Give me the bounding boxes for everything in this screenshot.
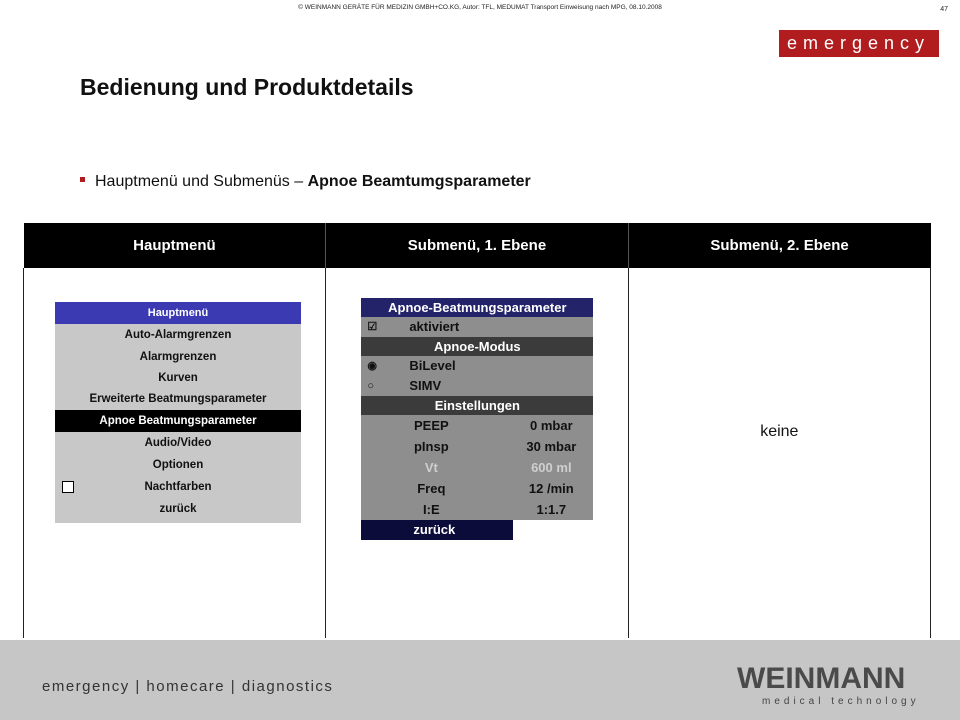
apnoe-submenu-screen <box>361 298 593 540</box>
menu-table <box>23 223 931 638</box>
submenu1-cell <box>326 268 628 638</box>
bullet-point <box>80 173 531 191</box>
param-row-freq[interactable] <box>361 478 593 499</box>
param-value: 30 mbar <box>526 439 577 454</box>
column-header-sub1: Submenü, 1. Ebene <box>326 223 628 268</box>
param-name: Freq <box>417 481 446 496</box>
aktiviert-label: aktiviert <box>409 319 460 334</box>
submenu2-none-text: keine <box>760 423 799 440</box>
menu-item-auto-alarmgrenzen[interactable]: Auto-Alarmgrenzen <box>124 329 232 341</box>
param-row-vt[interactable] <box>361 457 593 478</box>
page-title: Bedienung und Produktdetails <box>80 74 414 100</box>
column-header-sub2: Submenü, 2. Ebene <box>628 223 930 268</box>
nachtfarben-label: Nachtfarben <box>144 481 212 493</box>
emergency-brand-bar: emergency <box>779 30 939 57</box>
param-row-peep[interactable] <box>361 415 593 436</box>
menu-item-zurueck[interactable]: zurück <box>159 503 197 515</box>
param-name: pInsp <box>413 439 449 454</box>
footer-band <box>0 640 960 720</box>
main-menu-screen <box>55 302 301 523</box>
menu-item-audio-video[interactable]: Audio/Video <box>144 437 212 449</box>
footer-tagline: emergency | homecare | diagnostics <box>42 678 334 695</box>
main-menu-cell <box>24 268 326 638</box>
apnoe-header: Apnoe-Beatmungsparameter <box>361 298 593 317</box>
param-row-ie[interactable] <box>361 499 593 520</box>
aktiviert-row[interactable] <box>361 317 593 337</box>
bullet-prefix: Hauptmenü und Submenüs – <box>95 173 308 190</box>
main-menu-header: Hauptmenü <box>55 302 301 324</box>
param-name: PEEP <box>413 418 449 433</box>
param-value: 12 /min <box>528 481 574 496</box>
weinmann-logo-subtitle: medical technology <box>762 696 920 707</box>
menu-item-apnoe-beatmungsparameter[interactable]: Apnoe Beatmungsparameter <box>55 410 301 432</box>
menu-item-nachtfarben[interactable] <box>55 476 301 498</box>
einstellungen-header: Einstellungen <box>361 396 593 415</box>
param-name: Vt <box>424 460 438 475</box>
radio-unselected-icon[interactable]: ○ <box>367 380 374 392</box>
mode-simv-label: SIMV <box>409 378 442 393</box>
param-value: 0 mbar <box>530 418 573 433</box>
radio-selected-icon[interactable]: ◉ <box>367 360 377 372</box>
weinmann-logo: WEINMANN <box>737 662 906 695</box>
checkbox-checked-icon[interactable]: ☑ <box>367 321 378 333</box>
param-value: 1:1.7 <box>536 502 567 517</box>
nachtfarben-checkbox[interactable] <box>62 481 74 493</box>
submenu2-cell <box>628 268 930 638</box>
copyright-notice: © WEINMANN GERÄTE FÜR MEDIZIN GMBH+CO.KG, Autor: TFL, MEDUMAT Transport Einweisung nach MPG, 08.10.2008 <box>298 4 662 11</box>
menu-item-erweiterte-beatmungsparameter[interactable]: Erweiterte Beatmungsparameter <box>89 393 267 405</box>
column-header-main: Hauptmenü <box>24 223 326 268</box>
menu-item-kurven[interactable]: Kurven <box>158 372 198 384</box>
param-row-pinsp[interactable] <box>361 436 593 457</box>
mode-option-simv[interactable] <box>361 376 593 396</box>
bullet-square-icon <box>80 177 85 182</box>
apnoe-footer <box>361 520 593 540</box>
menu-item-optionen[interactable]: Optionen <box>152 459 204 471</box>
zurueck-button[interactable]: zurück <box>361 520 513 540</box>
menu-item-alarmgrenzen[interactable]: Alarmgrenzen <box>139 351 217 363</box>
mode-bilevel-label: BiLevel <box>409 358 456 373</box>
page-number: 47 <box>940 6 948 13</box>
bullet-emphasis: Apnoe Beamtumgsparameter <box>307 173 531 190</box>
param-name: I:E <box>423 502 440 517</box>
param-value: 600 ml <box>531 460 572 475</box>
apnoe-modus-header: Apnoe-Modus <box>361 337 593 356</box>
mode-option-bilevel[interactable] <box>361 356 593 376</box>
